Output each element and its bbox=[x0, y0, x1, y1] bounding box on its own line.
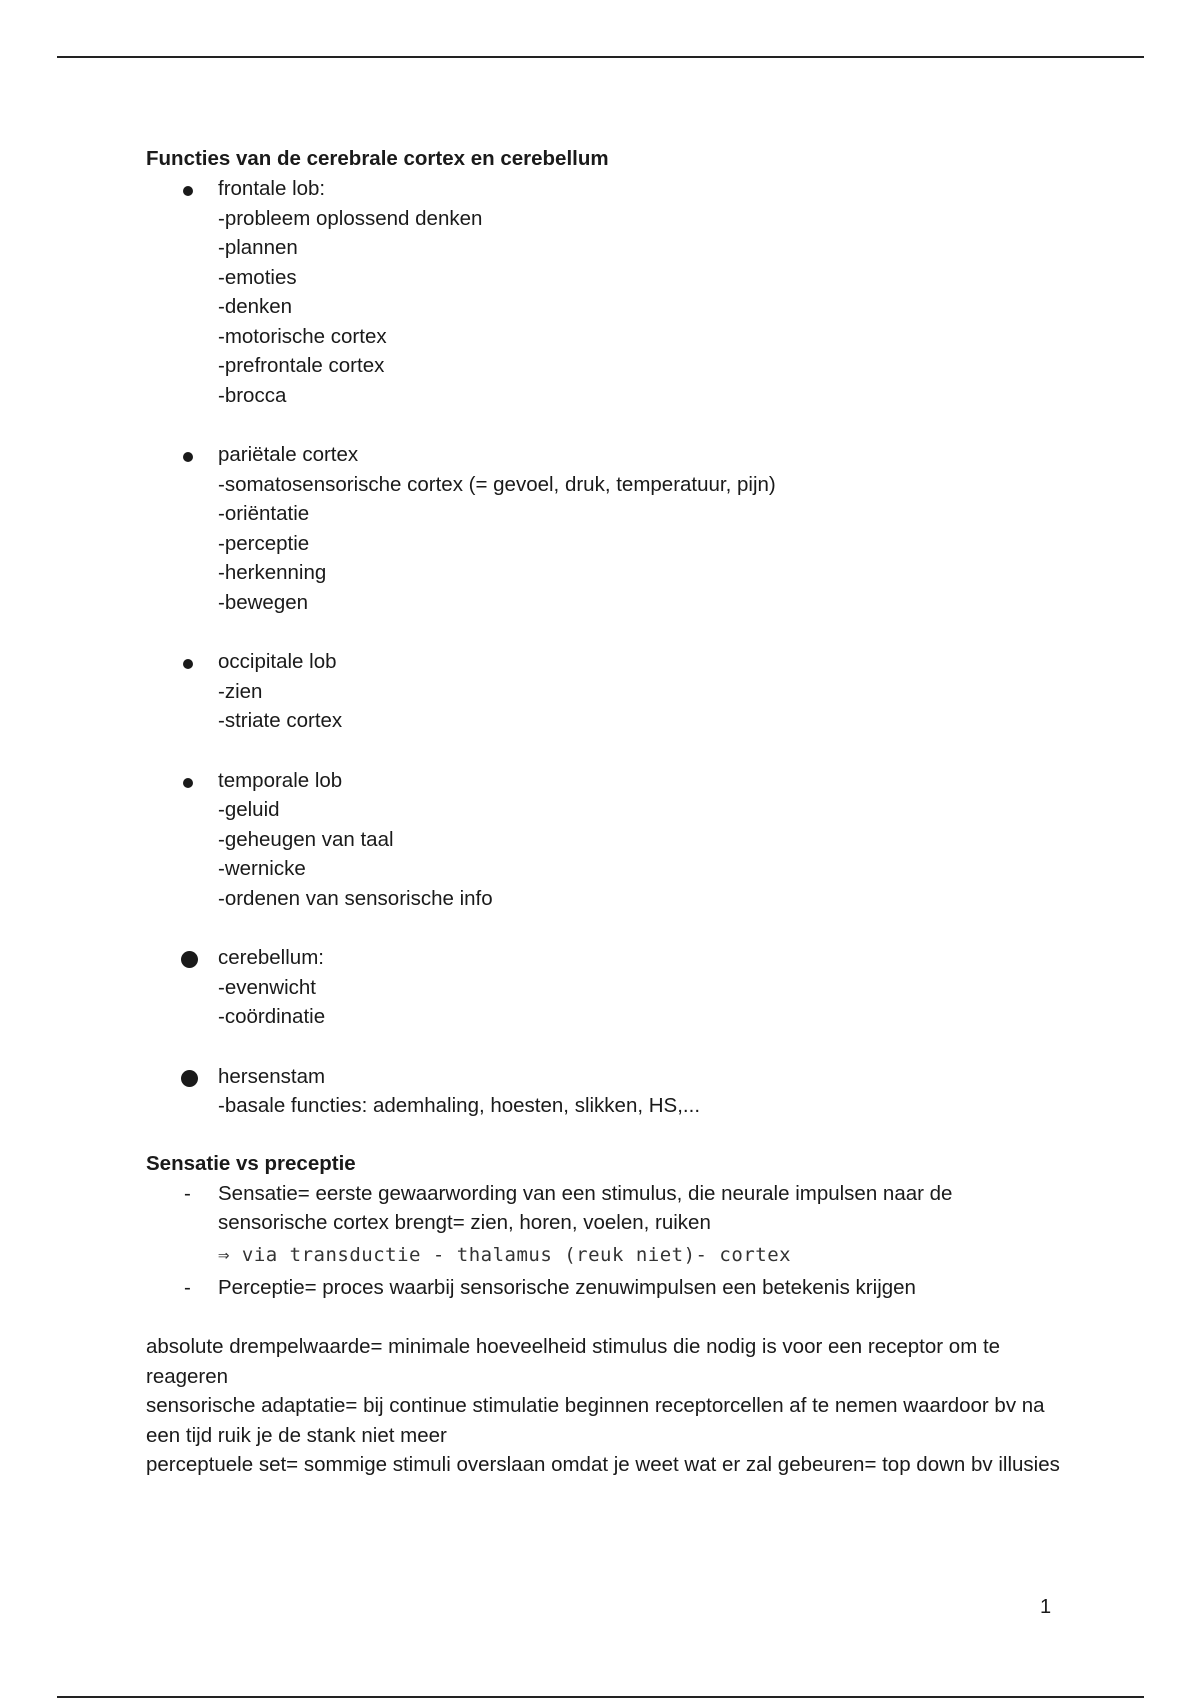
sensatie-list bbox=[146, 1179, 1066, 1303]
list-item-perceptie bbox=[146, 1273, 1066, 1303]
list-item-line: -striate cortex bbox=[218, 709, 343, 732]
list-item-title: temporale lob bbox=[218, 768, 343, 792]
list-item-text: Perceptie= proces waarbij sensorische zenuwimpulsen een betekenis krijgen bbox=[218, 1275, 916, 1299]
document-body bbox=[146, 144, 1066, 1480]
page-number: 1 bbox=[1040, 1596, 1052, 1618]
list-item-line: -bewegen bbox=[218, 590, 309, 614]
list-item-line: -somatosensorische cortex (= gevoel, druk, temperatuur, pijn) bbox=[218, 472, 776, 496]
list-item-line: -basale functies: ademhaling, hoesten, slikken, HS,... bbox=[218, 1094, 701, 1117]
bullet-icon bbox=[181, 951, 198, 968]
section-heading-cortex: Functies van de cerebrale cortex en cerebellum bbox=[146, 147, 609, 170]
footer-rule bbox=[57, 1696, 1144, 1698]
list-item-frontale-lob bbox=[146, 174, 1066, 410]
list-item-hersenstam bbox=[146, 1062, 1066, 1121]
definition-paragraph: perceptuele set= sommige stimuli overslaan omdat je weet wat er zal gebeuren= top down bv illusies bbox=[146, 1453, 1060, 1476]
bullet-icon bbox=[183, 452, 193, 462]
list-item-title: cerebellum: bbox=[218, 946, 324, 969]
section-heading-sensatie: Sensatie vs preceptie bbox=[146, 1151, 356, 1175]
definition-paragraph: absolute drempelwaarde= minimale hoeveelheid stimulus die nodig is voor een receptor om te reageren bbox=[146, 1335, 1001, 1388]
list-item-cerebellum bbox=[146, 943, 1066, 1032]
list-item-parietale-cortex bbox=[146, 440, 1066, 617]
list-item-title: frontale lob: bbox=[218, 177, 326, 200]
list-item-title: occipitale lob bbox=[218, 650, 337, 673]
list-item-line: -ordenen van sensorische info bbox=[218, 886, 493, 910]
list-item-line: -wernicke bbox=[218, 857, 306, 880]
list-item-line: -geheugen van taal bbox=[218, 827, 394, 851]
cortex-list bbox=[146, 174, 1066, 1121]
list-item-title: hersenstam bbox=[218, 1064, 326, 1088]
bullet-icon bbox=[181, 1070, 198, 1087]
list-item-line: -denken bbox=[218, 295, 293, 318]
list-item-line: -emoties bbox=[218, 265, 297, 289]
dash-marker: - bbox=[184, 1275, 191, 1299]
definitions bbox=[146, 1332, 1066, 1480]
list-item-sensatie bbox=[146, 1179, 1066, 1273]
list-item-text: Sensatie= eerste gewaarwording van een stimulus, die neurale impulsen naar de sensorische cortex brengt= zien, horen, voelen, ruiken bbox=[218, 1181, 959, 1234]
list-item-line: -evenwicht bbox=[218, 975, 316, 999]
list-item-line: -coördinatie bbox=[218, 1005, 326, 1028]
list-item-temporale-lob bbox=[146, 766, 1066, 914]
handwritten-note: ⇒ via transductie - thalamus (reuk niet)- cortex bbox=[218, 1243, 792, 1266]
list-item-occipitale-lob bbox=[146, 647, 1066, 736]
dash-marker: - bbox=[184, 1181, 191, 1205]
bullet-icon bbox=[183, 659, 193, 669]
list-item-line: -oriëntatie bbox=[218, 502, 310, 525]
list-item-line: -zien bbox=[218, 679, 263, 703]
list-item-line: -plannen bbox=[218, 236, 298, 259]
bullet-icon bbox=[183, 186, 193, 196]
list-item-line: -prefrontale cortex bbox=[218, 354, 385, 377]
list-item-line: -geluid bbox=[218, 798, 280, 821]
header-rule bbox=[57, 56, 1144, 58]
definition-paragraph: sensorische adaptatie= bij continue stimulatie beginnen receptorcellen af te nemen waardoor bv na een tijd ruik je de stank niet meer bbox=[146, 1394, 1045, 1447]
list-item-line: -probleem oplossend denken bbox=[218, 206, 483, 230]
list-item-line: -herkenning bbox=[218, 561, 327, 584]
list-item-line: -motorische cortex bbox=[218, 324, 387, 348]
list-item-line: -brocca bbox=[218, 383, 287, 407]
list-item-line: -perceptie bbox=[218, 531, 310, 555]
bullet-icon bbox=[183, 778, 193, 788]
list-item-title: pariëtale cortex bbox=[218, 443, 359, 466]
